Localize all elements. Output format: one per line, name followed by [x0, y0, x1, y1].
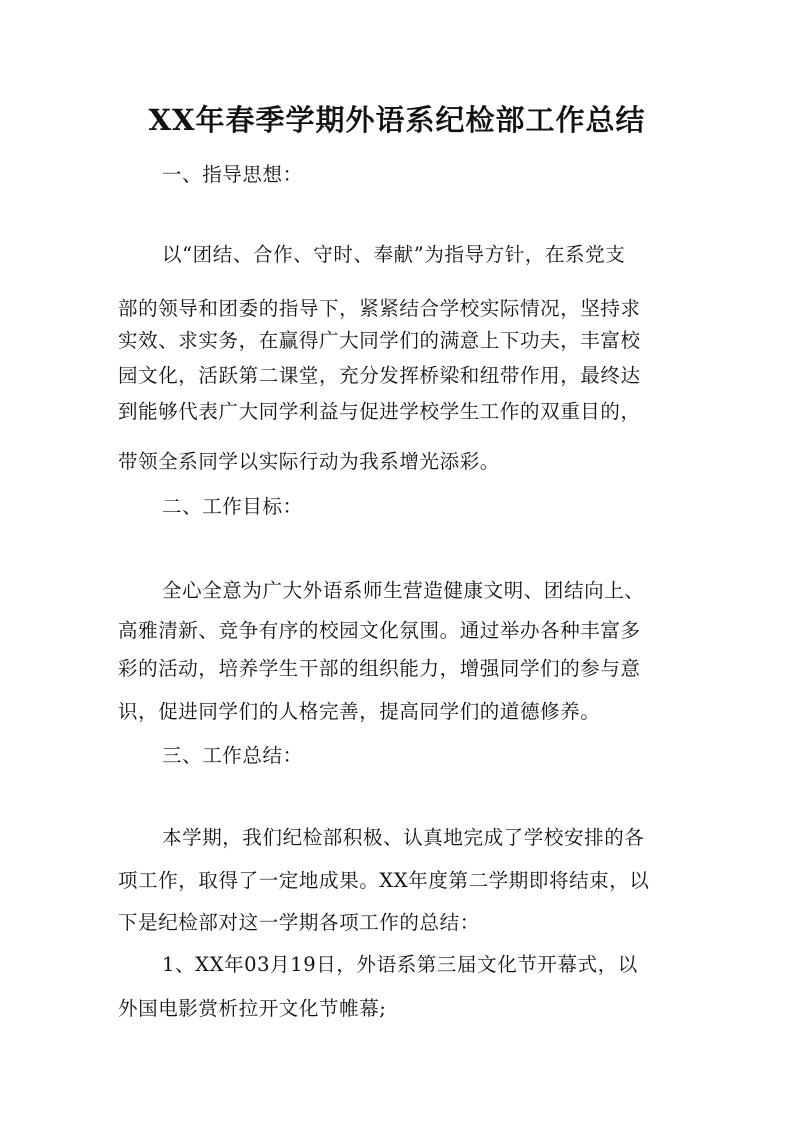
document-title: XX年春季学期外语系纪检部工作总结	[148, 103, 646, 137]
section-3-line-3: 下是纪检部对这一学期各项工作的总结：	[118, 911, 480, 934]
section-2-line-2: 高雅清新、竞争有序的校园文化氛围。通过举办各种丰富多	[118, 619, 641, 642]
section-1-line-6: 带领全系同学以实际行动为我系增光添彩。	[118, 450, 500, 473]
section-2-heading: 二、工作目标：	[162, 495, 303, 518]
section-3-heading: 三、工作总结：	[162, 744, 303, 767]
section-3-line-1: 本学期，我们纪检部积极、认真地完成了学校安排的各	[162, 826, 645, 849]
section-1-line-2: 部的领导和团委的指导下，紧紧结合学校实际情况，坚持求	[118, 297, 641, 320]
section-1-line-1: 以“团结、合作、守时、奉献”为指导方针，在系党支	[162, 243, 626, 266]
section-2-line-4: 识，促进同学们的人格完善，提高同学们的道德修养。	[118, 700, 601, 723]
section-2-line-3: 彩的活动，培养学生干部的组织能力，增强同学们的参与意	[118, 657, 641, 680]
section-2-line-1: 全心全意为广大外语系师生营造健康文明、团结向上、	[162, 579, 645, 602]
section-3-line-2: 项工作，取得了一定地成果。XX年度第二学期即将结束，以	[118, 869, 650, 892]
section-1-line-5: 到能够代表广大同学利益与促进学校学生工作的双重目的，	[118, 400, 641, 423]
section-3-item-1-line-2: 外国电影赏析拉开文化节帷幕;	[118, 997, 387, 1020]
section-1-line-3: 实效、求实务，在赢得广大同学们的满意上下功夫，丰富校	[118, 329, 641, 352]
section-3-item-1-line-1: 1、XX年03月19日，外语系第三届文化节开幕式，以	[162, 953, 638, 976]
section-1-line-4: 园文化，活跃第二课堂，充分发挥桥梁和纽带作用，最终达	[118, 364, 641, 387]
section-1-heading: 一、指导思想：	[162, 163, 303, 186]
